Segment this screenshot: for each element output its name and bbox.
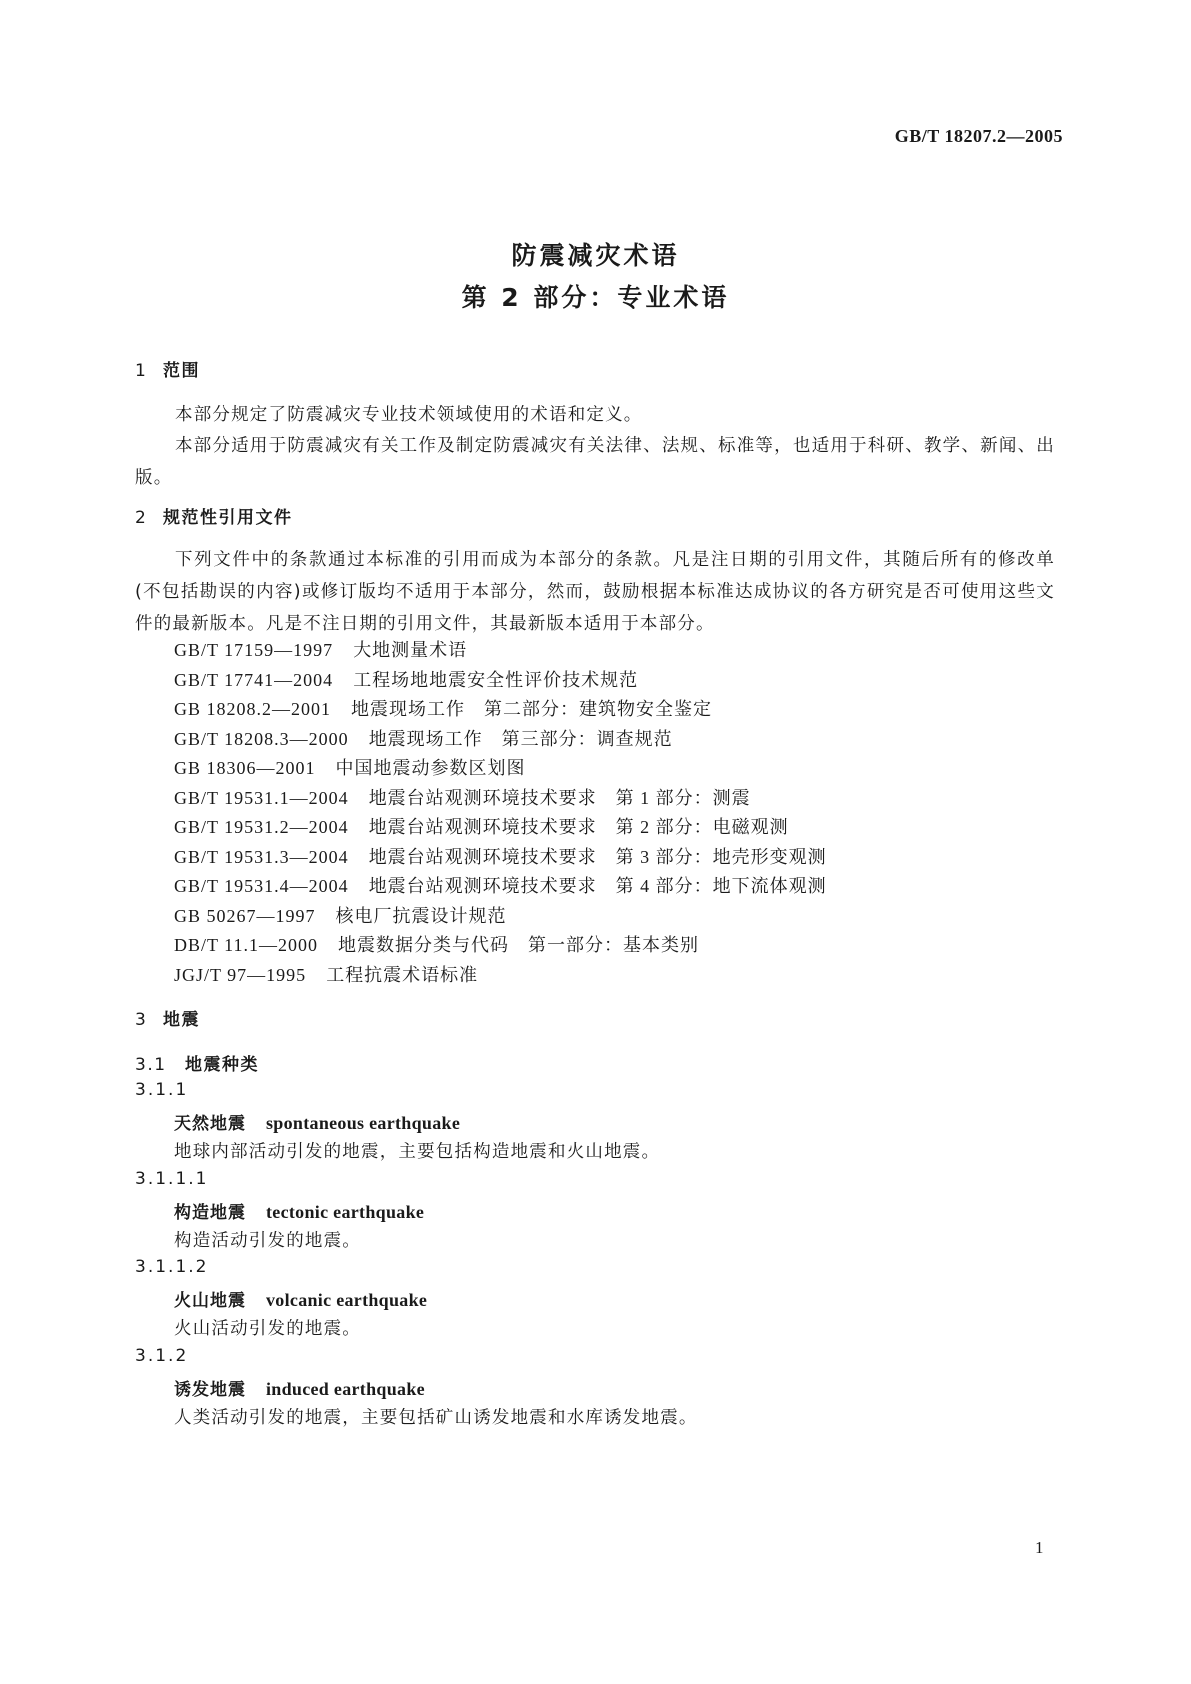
reference-code: GB/T 19531.3—2004	[174, 847, 349, 867]
subsection-title: 地震种类	[185, 1055, 259, 1075]
term-entry	[174, 1109, 460, 1134]
reference-item	[174, 843, 827, 869]
reference-title: 地震数据分类与代码 第一部分：基本类别	[338, 935, 700, 955]
reference-code: GB/T 19531.2—2004	[174, 817, 349, 837]
reference-title: 地震现场工作 第三部分：调查规范	[368, 729, 673, 749]
reference-title: 工程场地地震安全性评价技术规范	[353, 670, 639, 690]
standard-number: GB/T 18207.2—2005	[894, 126, 1063, 146]
clause-number: 3.1.2	[135, 1346, 189, 1366]
term-chinese: 火山地震	[174, 1291, 246, 1311]
reference-title: 地震台站观测环境技术要求 第 3 部分：地壳形变观测	[368, 847, 827, 867]
reference-item	[174, 902, 507, 928]
scope-paragraph-2: 本部分适用于防震减灾有关工作及制定防震减灾有关法律、法规、标准等，也适用于科研、教学、新闻、出版。	[135, 436, 1055, 488]
reference-title: 地震台站观测环境技术要求 第 2 部分：电磁观测	[368, 817, 789, 837]
document-subtitle: 第 2 部分：专业术语	[461, 283, 730, 312]
subsection-3-1-heading	[135, 1050, 259, 1075]
term-definition: 人类活动引发的地震，主要包括矿山诱发地震和水库诱发地震。	[174, 1408, 698, 1428]
document-title: 防震减灾术语	[511, 241, 680, 270]
reference-item	[174, 961, 478, 987]
clause-number: 3.1.1.1	[135, 1169, 209, 1189]
reference-title: 大地测量术语	[353, 640, 468, 660]
section-number: 2	[135, 508, 148, 528]
reference-code: GB 18306—2001	[174, 758, 316, 778]
reference-item	[174, 695, 712, 721]
reference-item	[174, 666, 638, 692]
reference-item	[174, 872, 827, 898]
section-3-heading	[135, 1005, 200, 1030]
term-english: tectonic earthquake	[266, 1202, 425, 1222]
section-2-heading	[135, 503, 293, 528]
reference-item	[174, 813, 789, 839]
section-title: 范围	[163, 361, 200, 381]
section-number: 1	[135, 361, 148, 381]
reference-item	[174, 754, 526, 780]
reference-code: GB/T 19531.4—2004	[174, 876, 349, 896]
reference-code: GB/T 19531.1—2004	[174, 788, 349, 808]
reference-item	[174, 931, 699, 957]
section-number: 3	[135, 1010, 148, 1030]
reference-title: 核电厂抗震设计规范	[335, 906, 507, 926]
reference-item	[174, 636, 467, 662]
reference-code: GB 18208.2—2001	[174, 699, 332, 719]
section-title: 地震	[163, 1010, 200, 1030]
subsection-number: 3.1	[135, 1055, 167, 1075]
term-definition: 地球内部活动引发的地震，主要包括构造地震和火山地震。	[174, 1142, 661, 1162]
reference-title: 工程抗震术语标准	[326, 965, 479, 985]
reference-code: GB/T 18208.3—2000	[174, 729, 349, 749]
reference-item	[174, 725, 673, 751]
term-english: induced earthquake	[266, 1379, 425, 1399]
term-entry	[174, 1286, 427, 1311]
term-english: volcanic earthquake	[266, 1290, 428, 1310]
term-definition: 火山活动引发的地震。	[174, 1319, 361, 1339]
reference-code: GB/T 17741—2004	[174, 670, 334, 690]
reference-title: 地震现场工作 第二部分：建筑物安全鉴定	[351, 699, 713, 719]
reference-title: 地震台站观测环境技术要求 第 4 部分：地下流体观测	[368, 876, 827, 896]
term-entry	[174, 1375, 425, 1400]
section-1-heading	[135, 356, 200, 381]
term-definition: 构造活动引发的地震。	[174, 1231, 361, 1251]
term-english: spontaneous earthquake	[266, 1113, 461, 1133]
term-entry	[174, 1198, 424, 1223]
term-chinese: 诱发地震	[174, 1380, 246, 1400]
references-intro-paragraph: 下列文件中的条款通过本标准的引用而成为本部分的条款。凡是注日期的引用文件，其随后所有的修改单(不包括勘误的内容)或修订版均不适用于本部分，然而，鼓励根据本标准达成协议的各方研究是否可使用这些文件的最新版本。凡是不注日期的引用文件，其最新版本适用于本部分。	[135, 550, 1055, 634]
clause-number: 3.1.1.2	[135, 1257, 209, 1277]
reference-code: GB 50267—1997	[174, 906, 316, 926]
reference-code: GB/T 17159—1997	[174, 640, 334, 660]
clause-number: 3.1.1	[135, 1080, 189, 1100]
section-title: 规范性引用文件	[163, 508, 293, 528]
reference-title: 中国地震动参数区划图	[335, 758, 526, 778]
scope-paragraph-1: 本部分规定了防震减灾专业技术领域使用的术语和定义。	[175, 405, 643, 425]
reference-title: 地震台站观测环境技术要求 第 1 部分：测震	[368, 788, 751, 808]
reference-item	[174, 784, 751, 810]
term-chinese: 天然地震	[174, 1114, 246, 1134]
reference-code: JGJ/T 97—1995	[174, 965, 307, 985]
reference-code: DB/T 11.1—2000	[174, 935, 319, 955]
term-chinese: 构造地震	[174, 1203, 246, 1223]
page-number: 1	[1035, 1538, 1044, 1557]
